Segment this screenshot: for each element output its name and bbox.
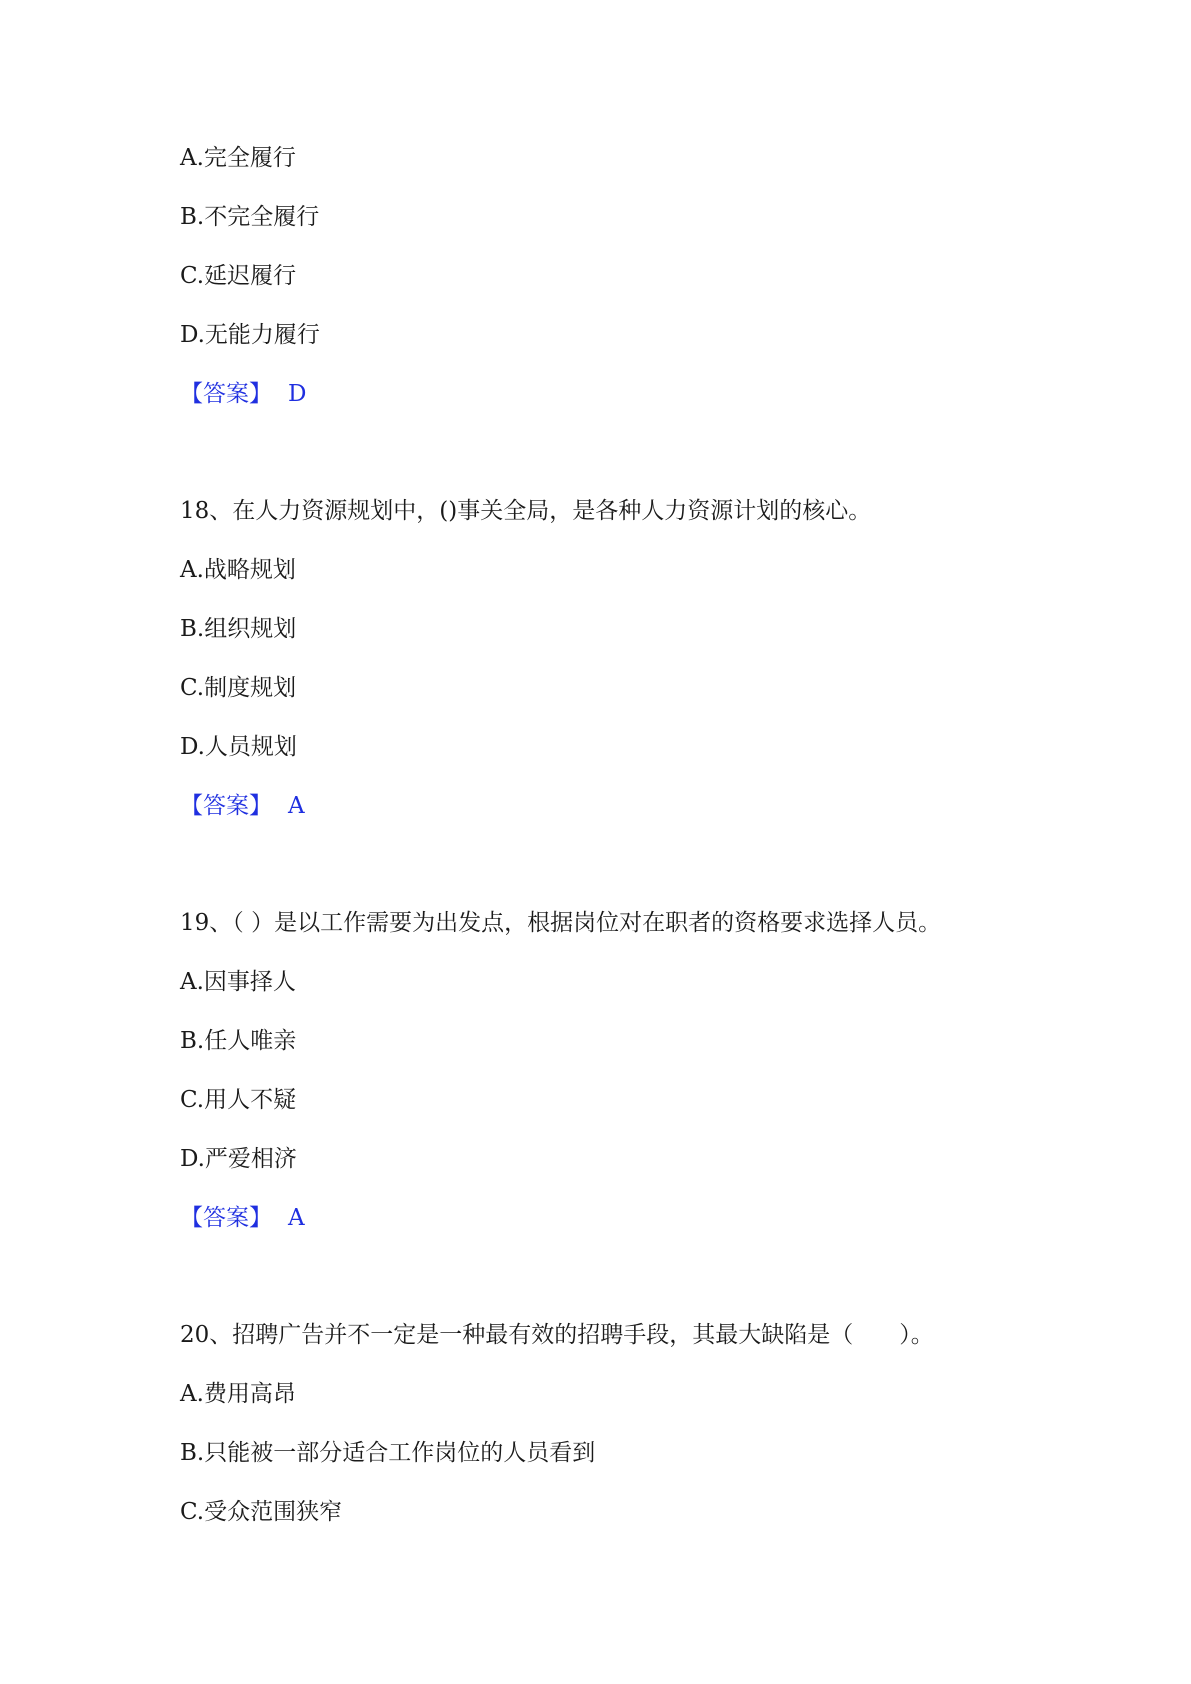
q17-option-d: D.无能力履行 bbox=[180, 322, 320, 348]
q18-option-b: B.组织规划 bbox=[180, 616, 297, 642]
q18-question: 18、在人力资源规划中，()事关全局，是各种人力资源计划的核心。 bbox=[180, 498, 872, 524]
answer-value: A bbox=[288, 793, 305, 819]
q18-option-d: D.人员规划 bbox=[180, 734, 297, 760]
q19-option-c: C.用人不疑 bbox=[180, 1087, 297, 1113]
q18-option-a: A.战略规划 bbox=[180, 557, 296, 583]
answer-label: 【答案】 bbox=[180, 381, 272, 407]
q17-option-b: B.不完全履行 bbox=[180, 204, 320, 230]
q17-option-c: C.延迟履行 bbox=[180, 263, 297, 289]
q20-question: 20、招聘广告并不一定是一种最有效的招聘手段，其最大缺陷是（ ）。 bbox=[180, 1322, 934, 1348]
answer-value: A bbox=[288, 1205, 305, 1231]
q19-answer bbox=[180, 1203, 305, 1233]
answer-value: D bbox=[288, 381, 307, 407]
q17-answer bbox=[180, 379, 306, 409]
q17-option-a: A.完全履行 bbox=[180, 145, 296, 171]
q18-answer bbox=[180, 791, 305, 821]
q19-question: 19、（ ）是以工作需要为出发点，根据岗位对在职者的资格要求选择人员。 bbox=[180, 910, 942, 936]
q20-option-c: C.受众范围狭窄 bbox=[180, 1499, 343, 1525]
q20-option-a: A.费用高昂 bbox=[180, 1381, 296, 1407]
q18-option-c: C.制度规划 bbox=[180, 675, 297, 701]
q19-option-d: D.严爱相济 bbox=[180, 1146, 297, 1172]
q19-option-b: B.任人唯亲 bbox=[180, 1028, 297, 1054]
q19-option-a: A.因事择人 bbox=[180, 969, 296, 995]
q20-option-b: B.只能被一部分适合工作岗位的人员看到 bbox=[180, 1440, 596, 1466]
answer-label: 【答案】 bbox=[180, 1205, 272, 1231]
answer-label: 【答案】 bbox=[180, 793, 272, 819]
